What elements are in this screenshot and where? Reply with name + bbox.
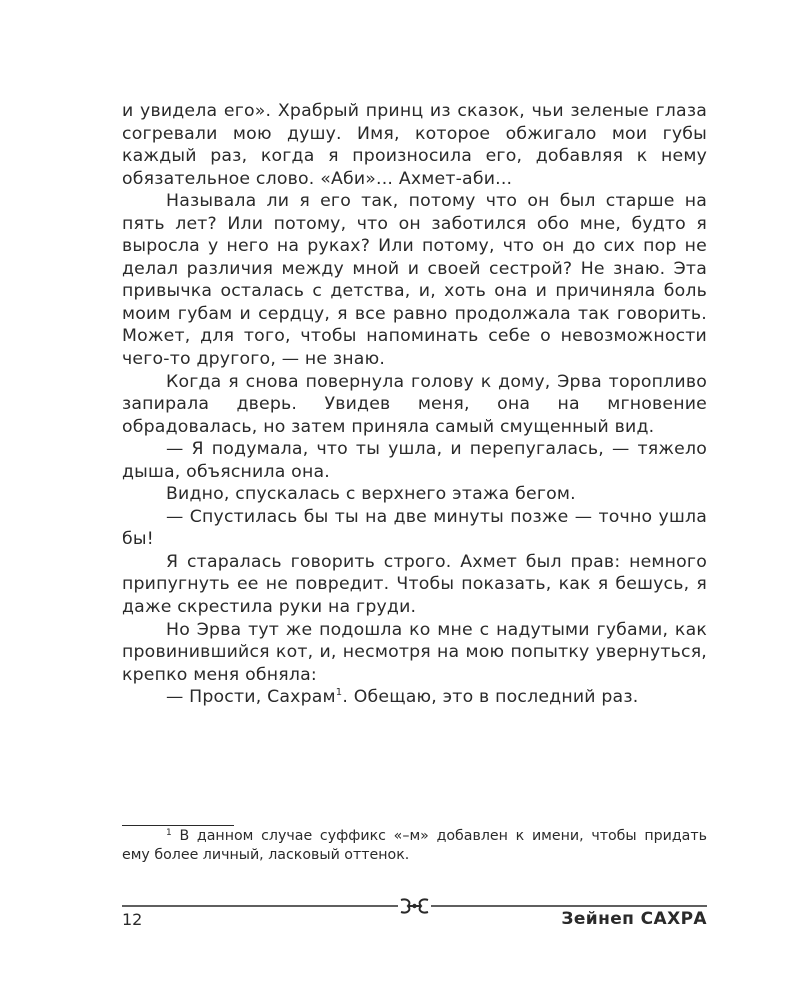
paragraph-9 xyxy=(122,686,707,709)
page-body xyxy=(122,100,707,709)
paragraph-4: — Я подумала, что ты ушла, и перепугалась, — тяжело дыша, объяснила она. xyxy=(122,439,707,482)
paragraph-3: Когда я снова повернула голову к дому, Эрва торопливо запирала дверь. Увидев меня, она на мгновение обрадовалась, но затем приняла самый смущенный вид. xyxy=(122,371,707,437)
paragraph-6: — Спустилась бы ты на две минуты позже — точно ушла бы! xyxy=(122,506,707,550)
footnote-text: В данном случае суффикс «–м» добавлен к имени, чтобы придать ему более личный, ласковый оттенок. xyxy=(122,828,707,863)
footnote-text-line xyxy=(122,827,707,865)
page-number: 12 xyxy=(122,910,143,929)
footnote-reference[interactable]: 1 xyxy=(335,687,343,699)
paragraph-9-start: — Прости, Сахрам xyxy=(166,687,336,708)
paragraph-8: Но Эрва тут же подошла ко мне с надутыми губами, как провинившийся кот, и, несмотря на мою попытку увернуться, крепко меня обняла: xyxy=(122,619,707,685)
footnote-divider xyxy=(122,825,234,826)
paragraph-9-end: . Обещаю, это в последний раз. xyxy=(342,687,639,708)
paragraph-2: Называла ли я его так, потому что он был старше на пять лет? Или потому, что он заботился обо мне, будто я выросла у него на руках? Или потому, что он до сих пор не делал различия между мной и своей сестрой? Не знаю. Эта привычка осталась с детства, и, хоть она и причиняла боль моим губам и сердцу, я все равно продолжала так говорить. Может, для того, чтобы напоминать себе о невозможности чего-то другого, — не знаю. xyxy=(122,191,707,370)
main-text xyxy=(122,100,707,709)
running-title: Зейнеп САХРА xyxy=(561,909,707,929)
footnote xyxy=(122,827,707,865)
paragraph-1: и увидела его». Храбрый принц из сказок, чьи зеленые глаза согревали мою душу. Имя, которое обжигало мои губы каждый раз, когда я произносила его, добавляя к нему обязательное слово. «Аби»... Ахмет-аби... xyxy=(122,101,707,189)
paragraph-7: Я старалась говорить строго. Ахмет был прав: немного припугнуть ее не повредит. Чтобы показать, как я бешусь, я даже скрестила руки на груди. xyxy=(122,551,707,618)
paragraph-5: Видно, спускалась с верхнего этажа бегом. xyxy=(166,484,576,505)
footnote-marker: 1 xyxy=(166,828,172,838)
